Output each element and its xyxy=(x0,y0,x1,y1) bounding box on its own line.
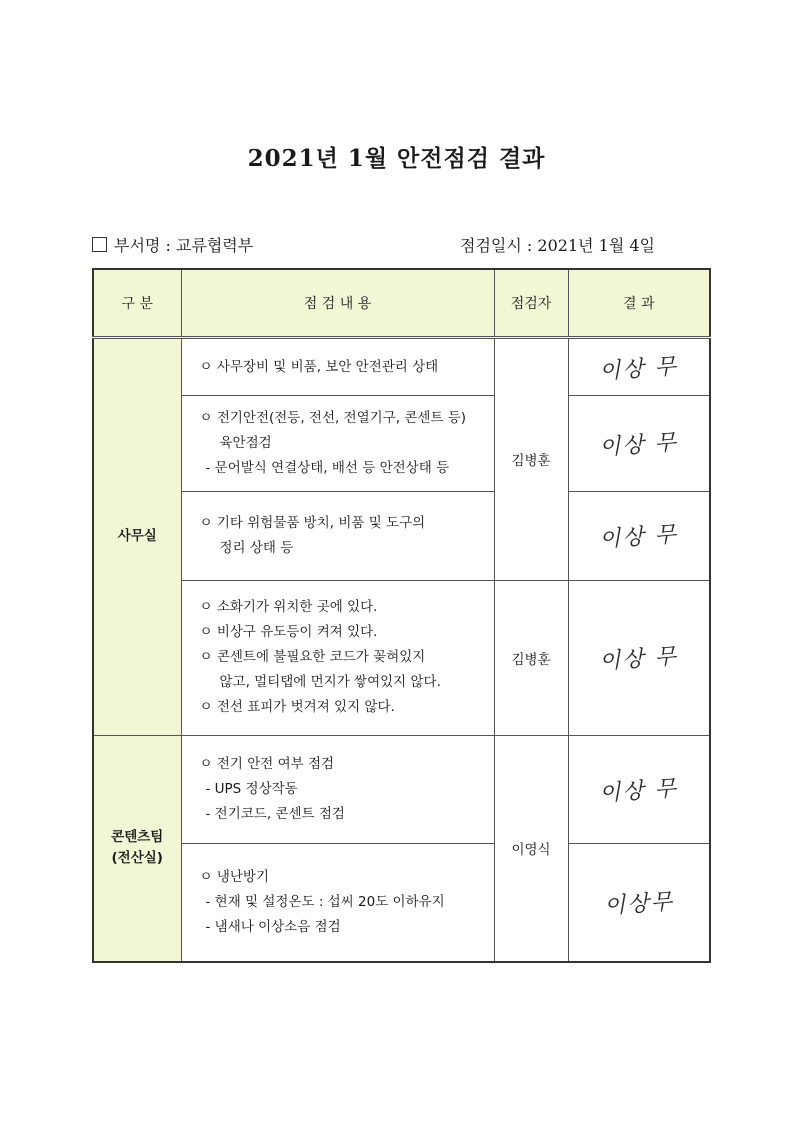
signature: 이상 무 xyxy=(598,644,680,675)
content-line: 않고, 멀티탭에 먼지가 쌓여있지 않다. xyxy=(219,674,441,691)
table-row xyxy=(93,338,710,396)
signature: 이상무 xyxy=(603,889,675,920)
content-line: ㅇ 전기안전(전등, 전선, 전열기구, 콘센트 등) xyxy=(199,410,467,427)
document-title: 2021년 1월 안전점검 결과 xyxy=(247,145,546,172)
result-cell xyxy=(568,338,710,396)
department-line xyxy=(92,233,253,256)
result-cell xyxy=(568,580,710,735)
content-line: 육안점검 xyxy=(219,435,272,452)
inspection-table xyxy=(92,268,711,963)
table-header-row xyxy=(93,269,710,338)
inspector-cell: 김병훈 xyxy=(494,580,568,735)
header-result: 결 과 xyxy=(568,269,710,338)
content-line: ㅇ 비상구 유도등이 켜져 있다. xyxy=(199,624,378,641)
content-line: - 전기코드, 콘센트 점검 xyxy=(205,806,345,823)
content-line: - 냄새나 이상소음 점검 xyxy=(205,919,341,936)
content-line: - UPS 정상작동 xyxy=(205,781,298,798)
content-line: - 문어발식 연결상태, 배선 등 안전상태 등 xyxy=(205,460,450,477)
content-line: ㅇ 전기 안전 여부 점검 xyxy=(199,756,335,773)
content-line: ㅇ 소화기가 위치한 곳에 있다. xyxy=(199,599,378,616)
header-content: 점 검 내 용 xyxy=(181,269,494,338)
content-cell xyxy=(181,492,494,580)
content-line: ㅇ 냉난방기 xyxy=(199,869,269,886)
header-inspector: 점검자 xyxy=(494,269,568,338)
content-line: ㅇ 사무장비 및 비품, 보안 안전관리 상태 xyxy=(199,358,439,375)
signature: 이상 무 xyxy=(598,776,680,807)
content-line: 정리 상태 등 xyxy=(219,539,294,556)
category-sublabel: (전산실) xyxy=(111,850,163,867)
inspector-cell: 이영식 xyxy=(494,735,568,962)
inspection-date: 점검일시 : 2021년 1월 4일 xyxy=(460,236,656,255)
content-cell xyxy=(181,338,494,396)
result-cell xyxy=(568,844,710,962)
content-cell xyxy=(181,735,494,843)
table-row xyxy=(93,580,710,735)
checkbox-icon xyxy=(92,237,107,252)
content-line: ㅇ 기타 위험물품 방치, 비품 및 도구의 xyxy=(199,514,426,531)
header-category: 구 분 xyxy=(93,269,181,338)
table-row xyxy=(93,844,710,962)
department-text: 부서명 : 교류협력부 xyxy=(114,236,254,255)
category-office: 사무실 xyxy=(93,338,181,736)
content-cell xyxy=(181,844,494,962)
content-cell xyxy=(181,396,494,492)
inspector-cell: 김병훈 xyxy=(494,338,568,581)
signature: 이상 무 xyxy=(598,353,680,385)
table-row xyxy=(93,735,710,843)
result-cell xyxy=(568,396,710,492)
content-line: ㅇ 콘센트에 불필요한 코드가 꽂혀있지 xyxy=(199,649,426,666)
result-cell xyxy=(568,735,710,843)
category-label: 콘텐츠팀 xyxy=(111,828,164,845)
result-cell xyxy=(568,492,710,580)
content-line: ㅇ 전선 표피가 벗겨져 있지 않다. xyxy=(199,699,395,716)
signature: 이상 무 xyxy=(598,430,680,461)
content-cell xyxy=(181,580,494,735)
table-row xyxy=(93,396,710,492)
content-line: - 현재 및 설정온도 : 섭씨 20도 이하유지 xyxy=(205,894,445,911)
category-contents-team xyxy=(93,735,181,962)
table-row xyxy=(93,492,710,580)
signature: 이상 무 xyxy=(598,522,680,554)
